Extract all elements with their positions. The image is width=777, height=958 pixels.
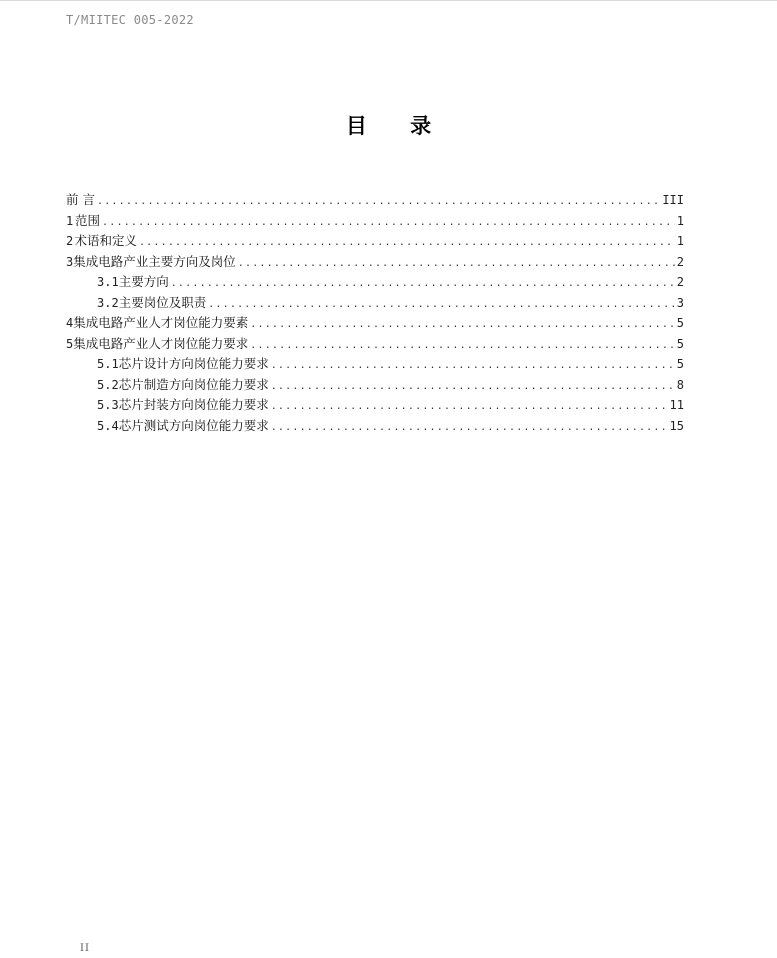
toc-entry-label: 主要岗位及职责 [118,294,207,310]
toc-entry-number: 5 [66,336,74,351]
page-number: II [80,943,90,954]
toc-title: 目 录 [345,114,450,138]
toc-entry-page: 5 [676,316,684,330]
toc-entry-number: 5.4 [97,418,119,433]
toc-entry-number: 5.3 [97,398,119,412]
toc-leader-dots [238,254,675,275]
toc-entry-page: 3 [676,295,684,310]
toc-entry-number: 1 [66,213,74,228]
toc-leader-dots [97,192,660,213]
page-top-border [0,0,777,1]
toc-entry-number: 4 [66,316,74,330]
toc-entry-label: 集成电路产业主要方向及岗位 [73,253,236,269]
toc-entry-label: 前 言 [66,192,95,207]
toc-leader-dots [271,377,675,398]
toc-entry-label: 主要方向 [118,274,169,289]
toc-entry-number: 3.1 [97,275,119,289]
toc-leader-dots [102,213,675,234]
toc-entry-2[interactable] [66,231,684,252]
toc-entry-3-2[interactable] [66,293,684,314]
toc-entry-page: 5 [676,357,684,371]
toc-entry-page: 11 [669,398,684,412]
toc-entry-number: 3 [66,254,74,269]
toc-leader-dots [250,315,675,336]
toc-entry-5-1[interactable] [66,354,684,375]
toc-entry-3[interactable] [66,252,684,273]
toc-leader-dots [208,295,675,316]
toc-entry-number: 3.2 [97,295,119,310]
toc-entry-number: 5.2 [97,377,119,392]
toc-entry-5-3[interactable] [66,395,684,416]
toc-entry-preface[interactable] [66,190,684,211]
toc-entry-3-1[interactable] [66,272,684,293]
toc-leader-dots [139,233,675,254]
toc-entry-1[interactable] [66,211,684,232]
toc-entry-label: 芯片封装方向岗位能力要求 [118,397,269,412]
toc-entry-label: 集成电路产业人才岗位能力要素 [73,315,249,330]
toc-entry-5-2[interactable] [66,375,684,396]
toc-entry-4[interactable] [66,313,684,334]
toc-entry-label: 术语和定义 [74,233,137,248]
toc-leader-dots [271,397,668,418]
toc-entry-page: 8 [676,377,684,392]
toc-leader-dots [250,336,675,357]
toc-entry-page: 2 [676,275,684,289]
toc-entry-5-4[interactable] [66,416,684,437]
toc-entry-number: 5.1 [97,357,119,371]
toc-leader-dots [271,356,675,377]
document-code: T/MIITEC 005-2022 [66,13,194,27]
toc-leader-dots [171,274,675,295]
toc-entry-label: 芯片设计方向岗位能力要求 [118,356,269,371]
toc-entry-label: 芯片制造方向岗位能力要求 [118,376,269,392]
toc-entry-label: 范围 [75,212,101,228]
toc-entry-page: 15 [669,418,684,433]
toc-entry-label: 芯片测试方向岗位能力要求 [118,417,269,433]
toc-entry-number: 2 [66,234,74,248]
toc-entry-page: 2 [676,254,684,269]
table-of-contents [66,190,684,436]
toc-entry-page: 5 [676,336,684,351]
toc-entry-page: III [662,193,684,207]
toc-entry-5[interactable] [66,334,684,355]
toc-entry-page: 1 [676,213,684,228]
toc-leader-dots [271,418,668,439]
toc-entry-page: 1 [676,234,684,248]
toc-entry-label: 集成电路产业人才岗位能力要求 [73,335,249,351]
